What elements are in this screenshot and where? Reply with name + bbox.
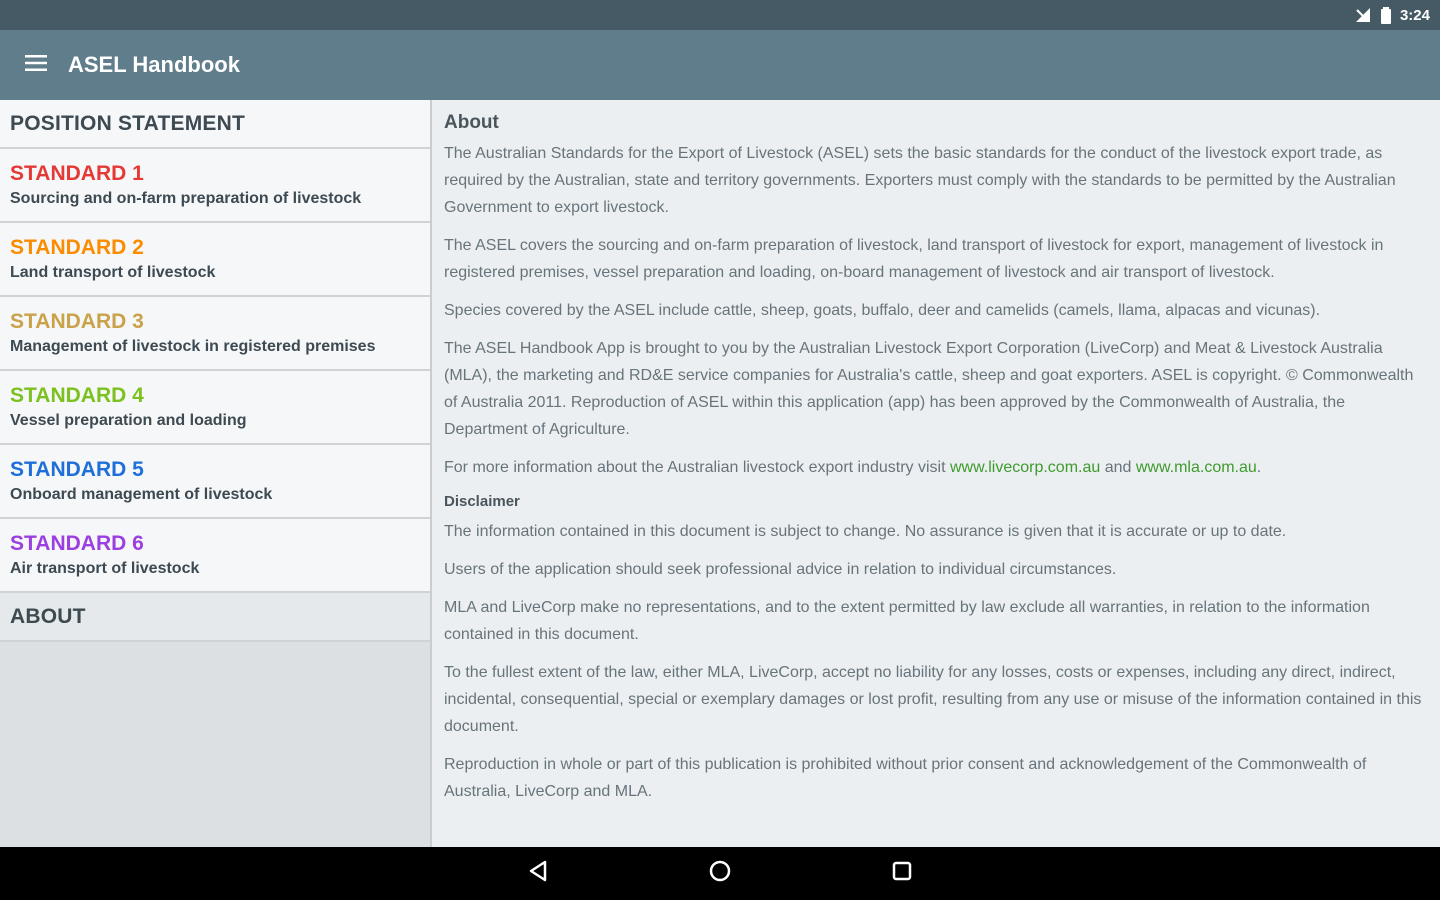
home-button[interactable] bbox=[629, 847, 811, 900]
nav-standard-4[interactable] bbox=[0, 371, 430, 445]
menu-button[interactable] bbox=[0, 30, 72, 100]
sidebar bbox=[0, 100, 432, 847]
standard-1-title: STANDARD 1 bbox=[10, 162, 144, 185]
about-paragraph-1: The Australian Standards for the Export of Livestock (ASEL) sets the basic standards for the conduct of the livestock export trade, as required by the Australian, state and territory governments. Exporters must comply with the standards to be permitted by the Australian Government to export livestock. bbox=[444, 145, 1396, 216]
mla-link[interactable]: www.mla.com.au bbox=[1135, 459, 1257, 476]
signal-icon bbox=[1354, 7, 1372, 23]
standard-6-subtitle: Air transport of livestock bbox=[10, 560, 200, 577]
system-nav-bar bbox=[0, 847, 1440, 900]
disclaimer-paragraph-2: Users of the application should seek professional advice in relation to individual circumstances. bbox=[444, 561, 1117, 578]
livecorp-link[interactable]: www.livecorp.com.au bbox=[950, 459, 1101, 476]
nav-standard-3[interactable] bbox=[0, 297, 430, 371]
recents-button[interactable] bbox=[811, 847, 993, 900]
about-paragraph-2: The ASEL covers the sourcing and on-farm preparation of livestock, land transport of livestock for export, management of livestock in registered premises, vessel preparation and loading, on-board management of livestock and air transport of livestock. bbox=[444, 237, 1384, 281]
back-button[interactable] bbox=[447, 847, 629, 900]
home-icon bbox=[708, 859, 732, 888]
standard-4-subtitle: Vessel preparation and loading bbox=[10, 412, 247, 429]
standard-5-title: STANDARD 5 bbox=[10, 458, 144, 481]
more-info-prefix: For more information about the Australian livestock export industry visit bbox=[444, 459, 950, 476]
menu-icon bbox=[25, 55, 47, 76]
battery-icon bbox=[1380, 7, 1392, 24]
more-info-suffix: . bbox=[1256, 459, 1262, 476]
back-icon bbox=[528, 860, 548, 887]
disclaimer-paragraph-3: MLA and LiveCorp make no representations, and to the extent permitted by law exclude all warranties, in relation to the information contained in this document. bbox=[444, 599, 1370, 643]
nav-standard-5[interactable] bbox=[0, 445, 430, 519]
standard-2-title: STANDARD 2 bbox=[10, 236, 144, 259]
app-bar bbox=[0, 30, 1440, 100]
recents-icon bbox=[891, 860, 913, 887]
content-pane bbox=[434, 100, 1440, 847]
standard-4-title: STANDARD 4 bbox=[10, 384, 144, 407]
nav-standard-2[interactable] bbox=[0, 223, 430, 297]
nav-about[interactable] bbox=[0, 593, 430, 642]
standard-1-subtitle: Sourcing and on-farm preparation of livestock bbox=[10, 190, 362, 207]
standard-6-title: STANDARD 6 bbox=[10, 532, 144, 555]
standard-5-subtitle: Onboard management of livestock bbox=[10, 486, 273, 503]
status-time: 3:24 bbox=[1399, 6, 1430, 24]
app-title: ASEL Handbook bbox=[68, 52, 240, 77]
disclaimer-paragraph-1: The information contained in this document is subject to change. No assurance is given that it is accurate or up to date. bbox=[444, 523, 1287, 540]
about-paragraph-4: The ASEL Handbook App is brought to you by the Australian Livestock Export Corporation (LiveCorp) and Meat & Livestock Australia (MLA), the marketing and RD&E service companies for Australia's cattle, sheep and goat exporters. ASEL is copyright. © Commonwealth of Australia 2011. Reproduction of ASEL within this application (app) has been approved by the Commonwealth of Australia, the Department of Agriculture. bbox=[444, 340, 1414, 438]
standard-3-subtitle: Management of livestock in registered premises bbox=[10, 338, 376, 355]
nav-position-statement-label: POSITION STATEMENT bbox=[10, 111, 245, 135]
disclaimer-heading: Disclaimer bbox=[444, 493, 520, 510]
nav-about-label: ABOUT bbox=[10, 604, 86, 628]
nav-standard-1[interactable] bbox=[0, 149, 430, 223]
nav-standard-6[interactable] bbox=[0, 519, 430, 593]
more-info-middle: and bbox=[1100, 459, 1136, 476]
about-paragraph-3: Species covered by the ASEL include cattle, sheep, goats, buffalo, deer and camelids (camels, llama, alpacas and vicunas). bbox=[444, 302, 1321, 319]
status-bar bbox=[0, 0, 1440, 30]
disclaimer-paragraph-5: Reproduction in whole or part of this publication is prohibited without prior consent and acknowledgement of the Commonwealth of Australia, LiveCorp and MLA. bbox=[444, 756, 1367, 800]
disclaimer-paragraph-4: To the fullest extent of the law, either MLA, LiveCorp, accept no liability for any losses, costs or expenses, including any direct, indirect, incidental, consequential, special or exemplary damages or lost profit, resulting from any use or misuse of the information contained in this document. bbox=[444, 664, 1422, 735]
standard-2-subtitle: Land transport of livestock bbox=[10, 264, 216, 281]
nav-position-statement[interactable] bbox=[0, 100, 430, 149]
standard-3-title: STANDARD 3 bbox=[10, 310, 144, 333]
content-heading: About bbox=[444, 112, 499, 133]
more-info-paragraph bbox=[444, 454, 1430, 481]
